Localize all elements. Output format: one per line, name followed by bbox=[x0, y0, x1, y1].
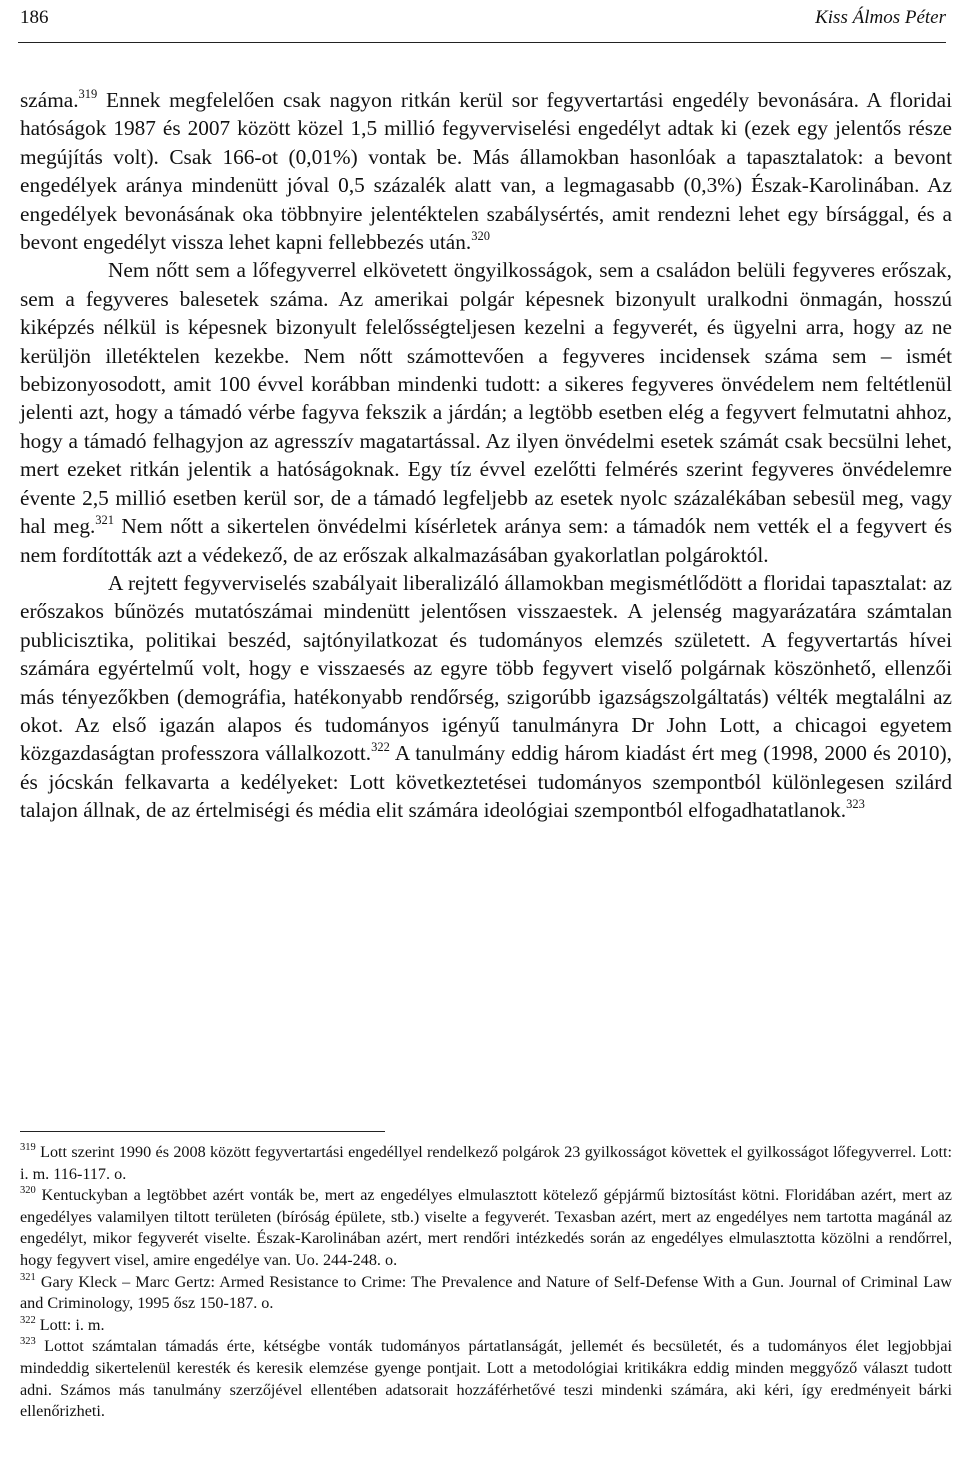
footnote-text: Lott: i. m. bbox=[35, 1315, 105, 1334]
footnote-text: Lottot számtalan támadás érte, kétségbe vonták tudományos pártatlanságát, jellemét és becsületét, és a tudományos élet legjobbjai mindeddig sikertelenül keresték és keresik elemzése gyenge pontjait. Lott a metodológiai kritikákra eddig minden meggyőző választ tudott adni. Számos más tanulmány szerzőjével ellentében adatsorait hozzáférhetővé teszi mindenki számára, aki kéri, így eredményeit bárki ellenőrizheti. bbox=[20, 1337, 952, 1421]
footnote-ref[interactable]: 319 bbox=[78, 87, 98, 101]
footnote-ref[interactable]: 321 bbox=[95, 513, 115, 528]
footnote-number: 322 bbox=[20, 1314, 36, 1326]
footnote-ref[interactable]: 320 bbox=[471, 229, 490, 244]
footnote-number: 320 bbox=[20, 1185, 36, 1197]
text-run: A rejtett fegyverviselés szabályait liberalizáló államokban megismétlődött a floridai tapasztalat: az erőszakos bűnözés mutatószámai mindenütt jelentősen visszaestek. A jelenség magyarázatára számtalan publicisztika, politikai beszéd, sajtónyilatkozat és tudományos elemzés született. A fegyvertartás hívei számára egyértelmű volt, hogy e visszaesés az egyre több fegyvert viselő polgárnak köszönhető, ellenzői más tényezőkben (demográfia, hatékonyabb rendőrség, szigorúbb igazságszolgáltatás) vélték megtalálni az okot. Az első igazán alapos és tudományos igényű tanulmányra Dr John Lott, a chicagoi egyetem közgazdaságtan professzora vállalkozott. bbox=[20, 570, 952, 766]
page-header bbox=[18, 2, 946, 43]
footnote-number: 319 bbox=[20, 1142, 36, 1153]
footnote bbox=[20, 1315, 952, 1337]
text-run: Ennek megfelelően csak nagyon ritkán kerül sor fegyvertartási engedély bevonására. A floridai hatóságok 1987 és 2007 között közel 1,5 millió fegyverviselési engedélyt adtak ki (ezek egy jelentős része megújítás volt). Csak 166-ot (0,01%) vontak be. Más államokban hasonlóak a tapasztalatok: a bevont engedélyek aránya mindenütt jóval 0,5 százalék alatt van, a legmagasabb (0,3%) Észak-Karolinában. Az engedélyek bevonásának oka többnyire jelentéktelen szabálysértés, amit rendezni lehet egy bírsággal, és a bevont engedélyt vissza lehet kapni fellebbezés után. bbox=[20, 88, 952, 255]
page-number: 186 bbox=[20, 7, 49, 28]
footnote-separator bbox=[20, 1131, 385, 1132]
footnote-number: 323 bbox=[20, 1336, 36, 1348]
footnote-number: 321 bbox=[20, 1271, 36, 1283]
footnotes bbox=[20, 1142, 952, 1423]
footnote bbox=[20, 1142, 952, 1185]
paragraph bbox=[20, 256, 952, 568]
running-head-author: Kiss Álmos Péter bbox=[815, 7, 946, 28]
text-run: száma. bbox=[20, 88, 79, 112]
footnote-text: Lott szerint 1990 és 2008 között fegyvertartási engedéllyel rendelkező polgárok 23 gyilkosságot követtek el gyilkosságot lőfegyverrel. Lott: i. m. 116-117. o. bbox=[20, 1143, 952, 1183]
footnote-text: Gary Kleck – Marc Gertz: Armed Resistance to Crime: The Prevalence and Nature of Self-Defense With a Gun. Journal of Criminal Law and Criminology, 1995 ősz 150-187. o. bbox=[20, 1272, 952, 1313]
footnote-text: Kentuckyban a legtöbbet azért vonták be, mert az engedélyes elmulasztott kötelező gépjármű biztosítást kötni. Floridában azért, mert az engedélyes valamilyen tiltott területen (bíróság épülete, stb.) viselte a fegyverét. Texasban azért, mert az engedélyes nem tartotta magánál az engedélyt, mikor fegyverét viselte. Észak-Karolinában azért, mert rendőri intézkedés során az engedélyes elmulasztotta közölni a rendőrrel, hogy fegyvert visel, amire engedélye van. Uo. 244-248. o. bbox=[20, 1186, 952, 1269]
text-run: Nem nőtt sem a lőfegyverrel elkövetett öngyilkosságok, sem a családon belüli fegyveres erőszak, sem a fegyveres balesetek száma. Az amerikai polgár képesnek bizonyult uralkodni önmagán, hosszú kiképzés nélkül is képesnek bizonyult felelősségteljesen kezelni a fegyverét, és ügyelni arra, hogy az ne kerüljön illetéktelen kezekbe. Nem nőtt számottevően a fegyveres incidensek száma sem – ismét bebizonyosodott, amit 100 évvel korábban mindenki tudott: a sikeres fegyveres önvédelem nem feltétlenül jelenti azt, hogy a támadó vérbe fagyva fekszik a járdán; a legtöbb esetben elég a fegyvert felmutatni ahhoz, hogy a támadó felhagyjon az agresszív magatartással. Az ilyen önvédelmi esetek számát csak becsülni lehet, mert ezeket ritkán jelentik a hatóságoknak. Egy tíz évvel ezelőtti felmérés szerint fegyveres önvédelemre évente 2,5 millió esetben kerül sor, de a támadó legfeljebb az esetek nyolc százalékában sebesül meg, vagy hal meg. bbox=[20, 258, 952, 539]
text-run: A tanulmány eddig három kiadást ért meg (1998, 2000 és 2010), és jócskán felkavarta a kedélyeket: Lott következtetései tudományos szempontból különlegesen szilárd talajon állnak, de az értelmiségi és média elit számára ideológiai szempontból elfogadhatatlanok. bbox=[20, 741, 952, 823]
main-text bbox=[20, 86, 952, 825]
footnote-ref[interactable]: 323 bbox=[846, 797, 865, 812]
footnote-ref[interactable]: 322 bbox=[371, 740, 390, 755]
paragraph bbox=[20, 569, 952, 825]
text-run: Nem nőtt a sikertelen önvédelmi kísérletek aránya sem: a támadók nem vették el a fegyvert és nem fordították azt a védekező, de az erőszak alkalmazásában gyakorlatlan polgároktól. bbox=[20, 514, 952, 567]
footnote bbox=[20, 1185, 952, 1271]
footnote bbox=[20, 1336, 952, 1422]
footnote bbox=[20, 1272, 952, 1315]
paragraph bbox=[20, 86, 952, 256]
